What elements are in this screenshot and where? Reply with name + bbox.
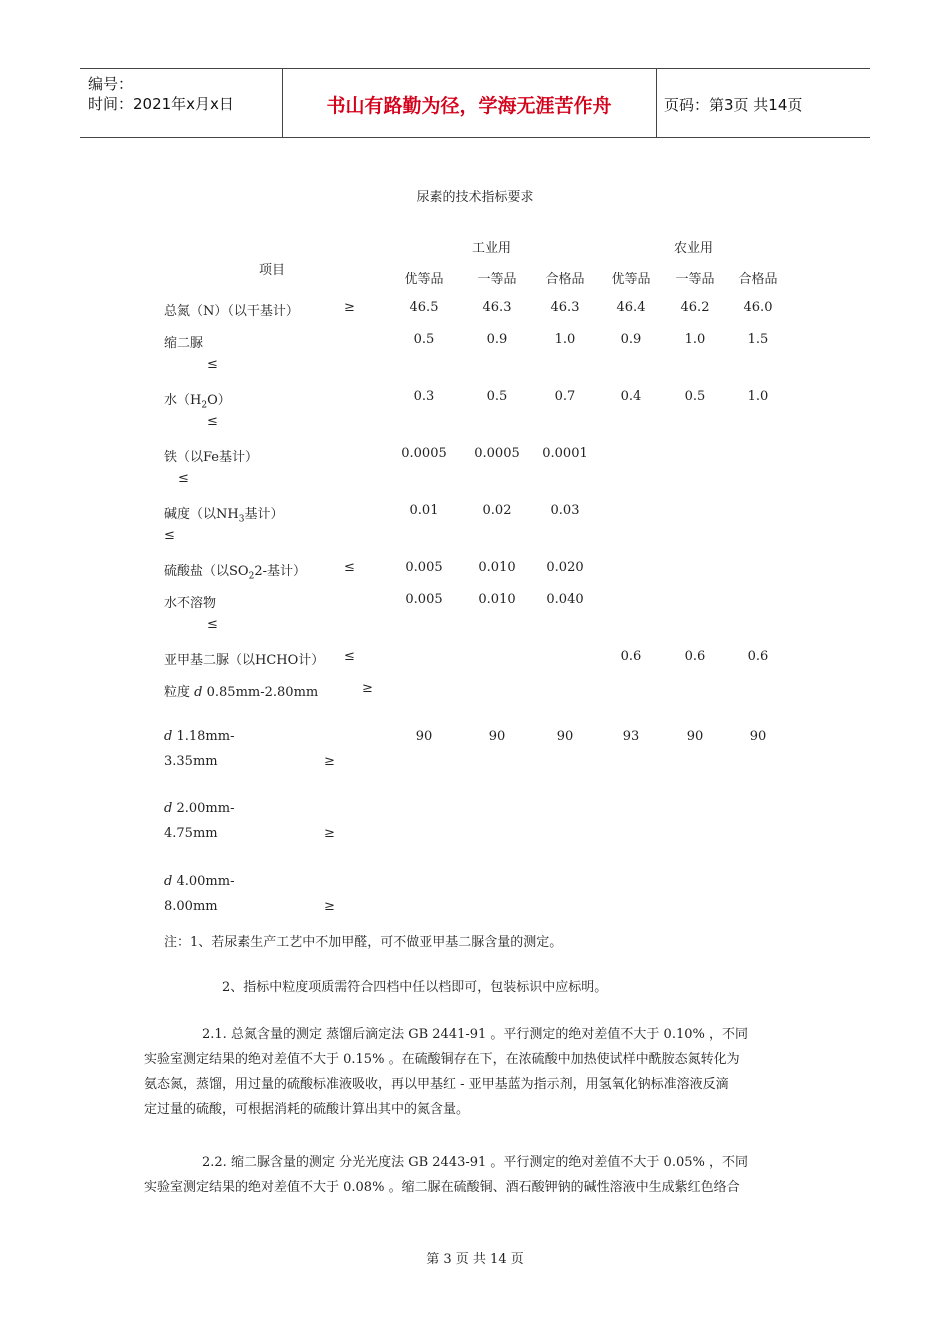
row-label-size-4-00: d 4.00mm- [164, 874, 235, 889]
page-title: 尿素的技术指标要求 [416, 190, 534, 205]
row-label-alkalinity: 碱度（以$NH_3$基计） [164, 507, 284, 525]
table-cell: 1.5 [747, 332, 769, 347]
table-cell: 46.2 [680, 300, 710, 315]
row-label-size-4-00-cont: 8.00mm [164, 899, 218, 914]
row-label-size-1-18: d 1.18mm- [164, 729, 235, 744]
table-cell: 0.5 [486, 389, 508, 404]
table-cell: 0.0005 [474, 446, 520, 461]
operator-symbol: ≤ [207, 617, 218, 632]
table-cell: 0.9 [486, 332, 508, 347]
header-motto: 书山有路勤为径，学海无涯苦作舟 [326, 95, 612, 117]
table-cell: 1.0 [554, 332, 576, 347]
paragraph-line: 2.2. 缩二脲含量的测定 分光光度法 GB 2443-91 。平行测定的绝对差值不大于 0.05% ，不同 [202, 1155, 748, 1170]
table-cell: 0.020 [546, 560, 584, 575]
table-cell: 0.040 [546, 592, 584, 607]
operator-symbol: ≥ [324, 899, 335, 914]
table-cell: 46.3 [550, 300, 580, 315]
table-cell: 46.5 [409, 300, 439, 315]
table-cell: 93 [622, 729, 640, 744]
row-label-water: 水$(H_2O)$ [164, 393, 231, 411]
table-cell: 0.6 [747, 649, 769, 664]
operator-symbol: ≤ [207, 357, 218, 372]
grade-header: 优等品 [404, 272, 444, 287]
table-cell: 46.0 [743, 300, 773, 315]
paragraph-line: 氨态氮，蒸馏，用过量的硫酸标准液吸收，再以甲基红 - 亚甲基蓝为指示剂，用氢氧化钠标准溶液反滴 [144, 1077, 729, 1092]
row-label-sulfate: 硫酸盐（以$SO_22-$基计） [164, 564, 306, 582]
operator-symbol: ≤ [178, 471, 189, 486]
table-cell: 1.0 [747, 389, 769, 404]
table-cell: 0.7 [554, 389, 576, 404]
table-cell: 0.5 [684, 389, 706, 404]
operator-symbol: ≥ [324, 826, 335, 841]
table-cell: 0.4 [620, 389, 642, 404]
table-cell: 0.6 [684, 649, 706, 664]
row-label-size-1-18-cont: 3.35mm [164, 754, 218, 769]
note-2: 2、指标中粒度项质需符合四档中任以档即可，包装标识中应标明。 [222, 980, 608, 995]
paragraph-line: 实验室测定结果的绝对差值不大于 0.08% 。缩二脲在硫酸铜、酒石酸钾钠的碱性溶液中生成紫红色络合 [144, 1180, 740, 1195]
table-cell: 0.03 [550, 503, 580, 518]
header-divider [656, 69, 657, 137]
table-cell: 0.010 [478, 592, 516, 607]
operator-symbol: ≥ [344, 300, 355, 315]
table-cell: 46.4 [616, 300, 646, 315]
table-cell: 0.9 [620, 332, 642, 347]
page-header [80, 68, 870, 138]
group-header-agricultural: 农业用 [674, 241, 714, 256]
grade-header: 一等品 [477, 272, 517, 287]
table-cell: 90 [556, 729, 574, 744]
paragraph-line: 实验室测定结果的绝对差值不大于 0.15% 。在硫酸铜存在下，在浓硫酸中加热使试样中酰胺态氮转化为 [144, 1052, 740, 1067]
table-cell: 0.010 [478, 560, 516, 575]
table-cell: 0.005 [405, 560, 443, 575]
page-footer: 第 3 页 共 14 页 [426, 1252, 524, 1267]
paragraph-line: 定过量的硫酸，可根据消耗的硫酸计算出其中的氮含量。 [144, 1102, 470, 1117]
table-cell: 0.0005 [401, 446, 447, 461]
row-label-methylene-diurea: 亚甲基二脲（以HCHO计） [164, 653, 325, 668]
row-label-granularity: 粒度 d 0.85mm-2.80mm [164, 685, 319, 700]
table-cell: 0.005 [405, 592, 443, 607]
table-cell: 0.5 [413, 332, 435, 347]
row-label-insoluble: 水不溶物 [164, 596, 217, 611]
grade-header: 合格品 [545, 272, 585, 287]
table-cell: 46.3 [482, 300, 512, 315]
operator-symbol: ≤ [344, 560, 355, 575]
table-cell: 1.0 [684, 332, 706, 347]
operator-symbol: ≤ [207, 414, 218, 429]
operator-symbol: ≤ [344, 649, 355, 664]
grade-header: 优等品 [611, 272, 651, 287]
grade-header: 一等品 [675, 272, 715, 287]
table-cell: 90 [749, 729, 767, 744]
row-label-biuret: 缩二脲 [164, 336, 204, 351]
paragraph-2-1 [144, 1022, 800, 1122]
table-cell: 0.02 [482, 503, 512, 518]
table-cell: 90 [686, 729, 704, 744]
row-label-size-2-00-cont: 4.75mm [164, 826, 218, 841]
note-1: 注：1、若尿素生产工艺中不加甲醛，可不做亚甲基二脲含量的测定。 [164, 935, 563, 950]
table-cell: 90 [415, 729, 433, 744]
table-cell: 0.0001 [542, 446, 588, 461]
table-cell: 0.3 [413, 389, 435, 404]
row-label-size-2-00: d 2.00mm- [164, 801, 235, 816]
row-label-total-nitrogen: 总氮（N）（以干基计） [164, 304, 299, 319]
operator-symbol: ≤ [164, 528, 175, 543]
group-header-industrial: 工业用 [472, 241, 512, 256]
document-time-label: 时间：2021年x月x日 [88, 95, 234, 113]
row-label-iron: 铁（以Fe基计） [164, 450, 259, 465]
paragraph-line: 2.1. 总氮含量的测定 蒸馏后滴定法 GB 2441-91 。平行测定的绝对差值不大于 0.10% ，不同 [202, 1027, 748, 1042]
document-number-label: 编号： [88, 75, 134, 93]
table-cell: 90 [488, 729, 506, 744]
table-cell: 0.6 [620, 649, 642, 664]
grade-header: 合格品 [738, 272, 778, 287]
table-cell: 0.01 [409, 503, 439, 518]
column-header-item: 项目 [259, 263, 286, 278]
paragraph-2-2 [144, 1150, 800, 1200]
operator-symbol: ≥ [362, 681, 373, 696]
operator-symbol: ≥ [324, 754, 335, 769]
header-page-label: 页码：第3页 共14页 [664, 96, 803, 114]
